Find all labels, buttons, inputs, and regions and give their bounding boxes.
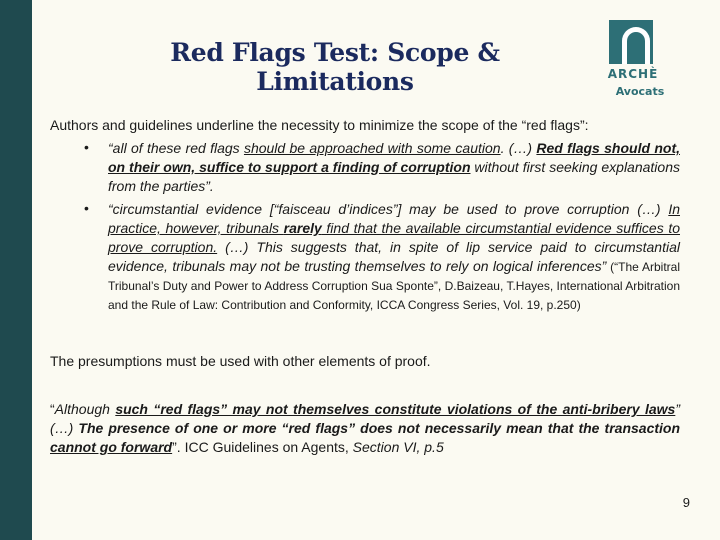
arche-logo (604, 20, 674, 102)
quote-mark: “ (108, 201, 113, 217)
quote-mark: ”. (205, 178, 214, 194)
icc-quote (50, 400, 680, 457)
text-run: Red flags should not, on their own, suffice to support a finding of corruption (108, 140, 680, 175)
text-run: . (…) (500, 140, 537, 156)
text-run: ” (…) (50, 401, 680, 436)
bullet-circumstantial-evidence (108, 200, 680, 314)
text-run: without first seeking explanations from the parties (108, 159, 680, 194)
text-run: circumstantial evidence [“faisceau d’indices”] may be used to prove corruption (…) (112, 201, 669, 217)
bullet-marker: • (84, 200, 89, 216)
left-sidebar-band (0, 0, 32, 540)
arch-icon (609, 20, 653, 64)
page-number: 9 (682, 495, 690, 510)
logo-subtitle: Avocats (615, 85, 665, 98)
text-run: ”. ICC Guidelines on Agents, (172, 439, 353, 455)
text-run: Section VI, p.5 (352, 439, 444, 455)
text-run: In practice, however, tribunals (108, 201, 680, 236)
quote-mark: ” (601, 258, 607, 274)
text-run: should be approached with some caution (243, 140, 501, 156)
bullet-marker: • (84, 139, 89, 155)
text-run: all of these red flags (112, 140, 244, 156)
text-run: such “red flags” may not themselves constitute violations of the anti-bribery laws (115, 401, 676, 417)
text-run: find that the available circumstantial evidence suffices to prove corruption. (108, 220, 680, 255)
bullet-red-flags-caution (108, 139, 680, 196)
logo-name: ARCHÈ (607, 67, 659, 81)
text-run: The presence of one or more “red flags” does not necessarily mean that the transaction (78, 420, 681, 436)
text-run: Although (54, 401, 116, 417)
text-run: (…) This suggests that, in spite of lip service paid to circumstantial evidence, tribunals may not be trusting themselves to rely on logical inferences (108, 239, 680, 274)
text-run: rarely (283, 220, 322, 236)
presumptions-text: The presumptions must be used with other elements of proof. (50, 353, 431, 369)
text-run: cannot go forward (50, 439, 173, 455)
intro-text: Authors and guidelines underline the necessity to minimize the scope of the “red flags”: (50, 117, 589, 133)
source-citation: (“The Arbitral Tribunal’s Duty and Power to Address Corruption Sua Sponte”, D.Baizeau, T.Hayes, International Arbitration and the Rule of Law: Contribution and Conformity, ICCA Congress Series, Vol. 19, p.250) (108, 260, 681, 312)
slide-title: Red Flags Test: Scope & Limitations (170, 38, 500, 96)
quote-mark: “ (50, 401, 55, 417)
quote-mark: “ (108, 140, 113, 156)
